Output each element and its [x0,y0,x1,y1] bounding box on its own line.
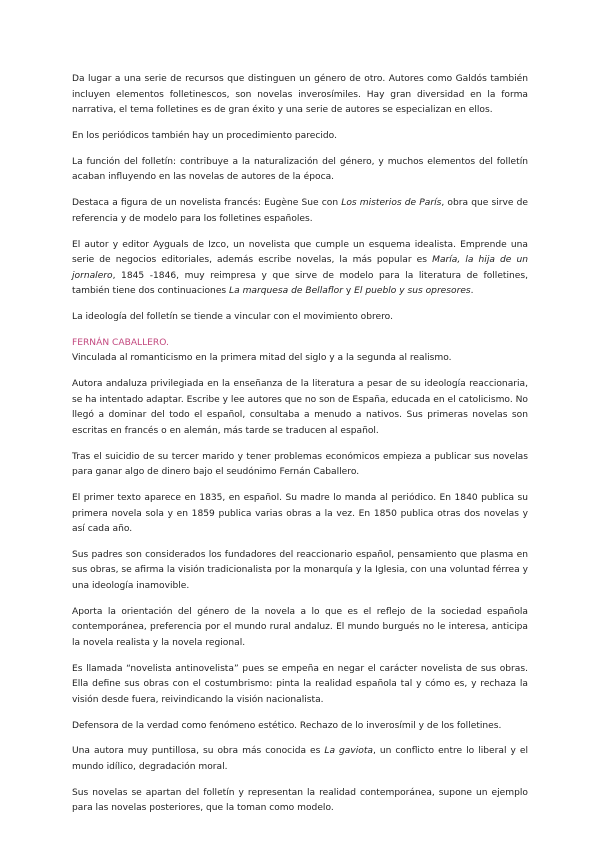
paragraph-eugene-sue [72,196,528,227]
text-run: Aporta la orientación del género de la novela a lo que es el reflejo de la sociedad española contemporánea, preferencia por el mundo rural andaluz. El mundo burgués no le interesa, anticipa la novela realista y la novela regional. [72,606,528,648]
paragraph-antinovelista [72,662,528,709]
text-run: La ideología del folletín se tiende a vincular con el movimiento obrero. [72,311,393,322]
section-heading: FERNÁN CABALLERO. [72,337,169,348]
paragraph-funcion-folletin [72,155,528,186]
text-run: Sus padres son considerados los fundadores del reaccionario español, pensamiento que plasma en sus obras, se afirma la visión tradicionalista por la monarquía y la Iglesia, con una voluntad férrea y una ideología inamovible. [72,549,528,591]
book-title: El pueblo y sus opresores [354,286,471,297]
text-run: El autor y editor Ayguals de Izco, un novelista que cumple un esquema idealista. Emprende una serie de negocios editoriales, además escribe novelas, la más popular es [72,239,528,266]
text-run: Tras el suicidio de su tercer marido y tener problemas económicos empieza a publicar sus novelas para ganar algo de dinero bajo el seudónimo Fernán Caballero. [72,451,528,478]
text-run: El primer texto aparece en 1835, en español. Su madre lo manda al periódico. En 1840 publica su primera novela sola y en 1859 publica varias obras a la vez. En 1850 publica otras dos novelas y así cada año. [72,493,528,535]
paragraph-vinculada [72,351,528,367]
book-title: Los misterios de París [341,198,442,209]
text-run: Autora andaluza privilegiada en la enseñanza de la literatura a pesar de su ideología reaccionaria, se ha intentado adaptar. Escribe y lee autores que no son de España, educada en el catolicismo. No llegó a dominar del todo el español, consultaba a menudo a nativos. Sus primeras novelas son escritas en francés o en alemán, más tarde se traducen al español. [72,379,528,436]
paragraph-suicidio [72,450,528,481]
book-title: María, la hija de un jornalero [72,255,529,281]
text-run: , un conflicto entre lo liberal y el mundo idílico, degradación moral. [72,746,528,772]
document-page [72,72,528,827]
text-run: Defensora de la verdad como fenómeno estético. Rechazo de lo inverosímil y de los folletines. [72,720,502,731]
paragraph-padres [72,548,528,595]
text-run: Vinculada al romanticismo en la primera mitad del siglo y a la segunda al realismo. [72,353,452,364]
text-run: Es llamada “novelista antinovelista” pues se empeña en negar el carácter novelista de sus obras. Ella define sus obras con el costumbrismo: pinta la realidad española tal y cómo es, y rechaza la visión desde fuera, reivindicando la visión nacionalista. [72,663,528,705]
text-run: En los periódicos también hay un procedimiento parecido. [72,130,337,141]
book-title: La gaviota [324,746,373,757]
paragraph-orientacion [72,605,528,652]
text-run: La función del folletín: contribuye a la naturalización del género, y muchos elementos del folletín acaban influyendo en las novelas de autores de la época. [72,156,528,183]
paragraph-periodicos [72,129,528,145]
text-run: Una autora muy puntillosa, su obra más conocida es [72,746,325,757]
paragraph-gaviota [72,744,528,775]
text-run: , 1845 -1846, muy reimpresa y que sirve de modelo para la literatura de folletines, también tiene dos continuaciones [72,270,528,297]
paragraph-primer-texto [72,491,528,538]
text-run: , obra que sirve de referencia y de modelo para los folletines españoles. [72,198,529,224]
paragraph-defensora [72,719,528,735]
paragraph-galdos [72,72,528,119]
paragraph-autora-andaluza [72,377,528,439]
paragraph-apartan-folletin [72,786,528,817]
text-run: Destaca a figura de un novelista francés: Eugène Sue con [72,198,342,209]
text-run: Sus novelas se apartan del folletín y representan la realidad contemporánea, supone un ejemplo para las novelas posteriores, que la toman como modelo. [72,787,528,814]
paragraph-ayguals [72,238,528,300]
book-title: La marquesa de Bellaflor [229,286,343,297]
paragraph-ideologia [72,310,528,326]
text-run: Da lugar a una serie de recursos que distinguen un género de otro. Autores como Galdós también incluyen elementos folletinescos, son novelas inverosímiles. Hay gran diversidad en la forma narrativa, el tema folletines es de gran éxito y una serie de autores se especializan en ellos. [72,74,528,115]
text-run: y [342,286,355,297]
text-run: . [470,286,474,297]
